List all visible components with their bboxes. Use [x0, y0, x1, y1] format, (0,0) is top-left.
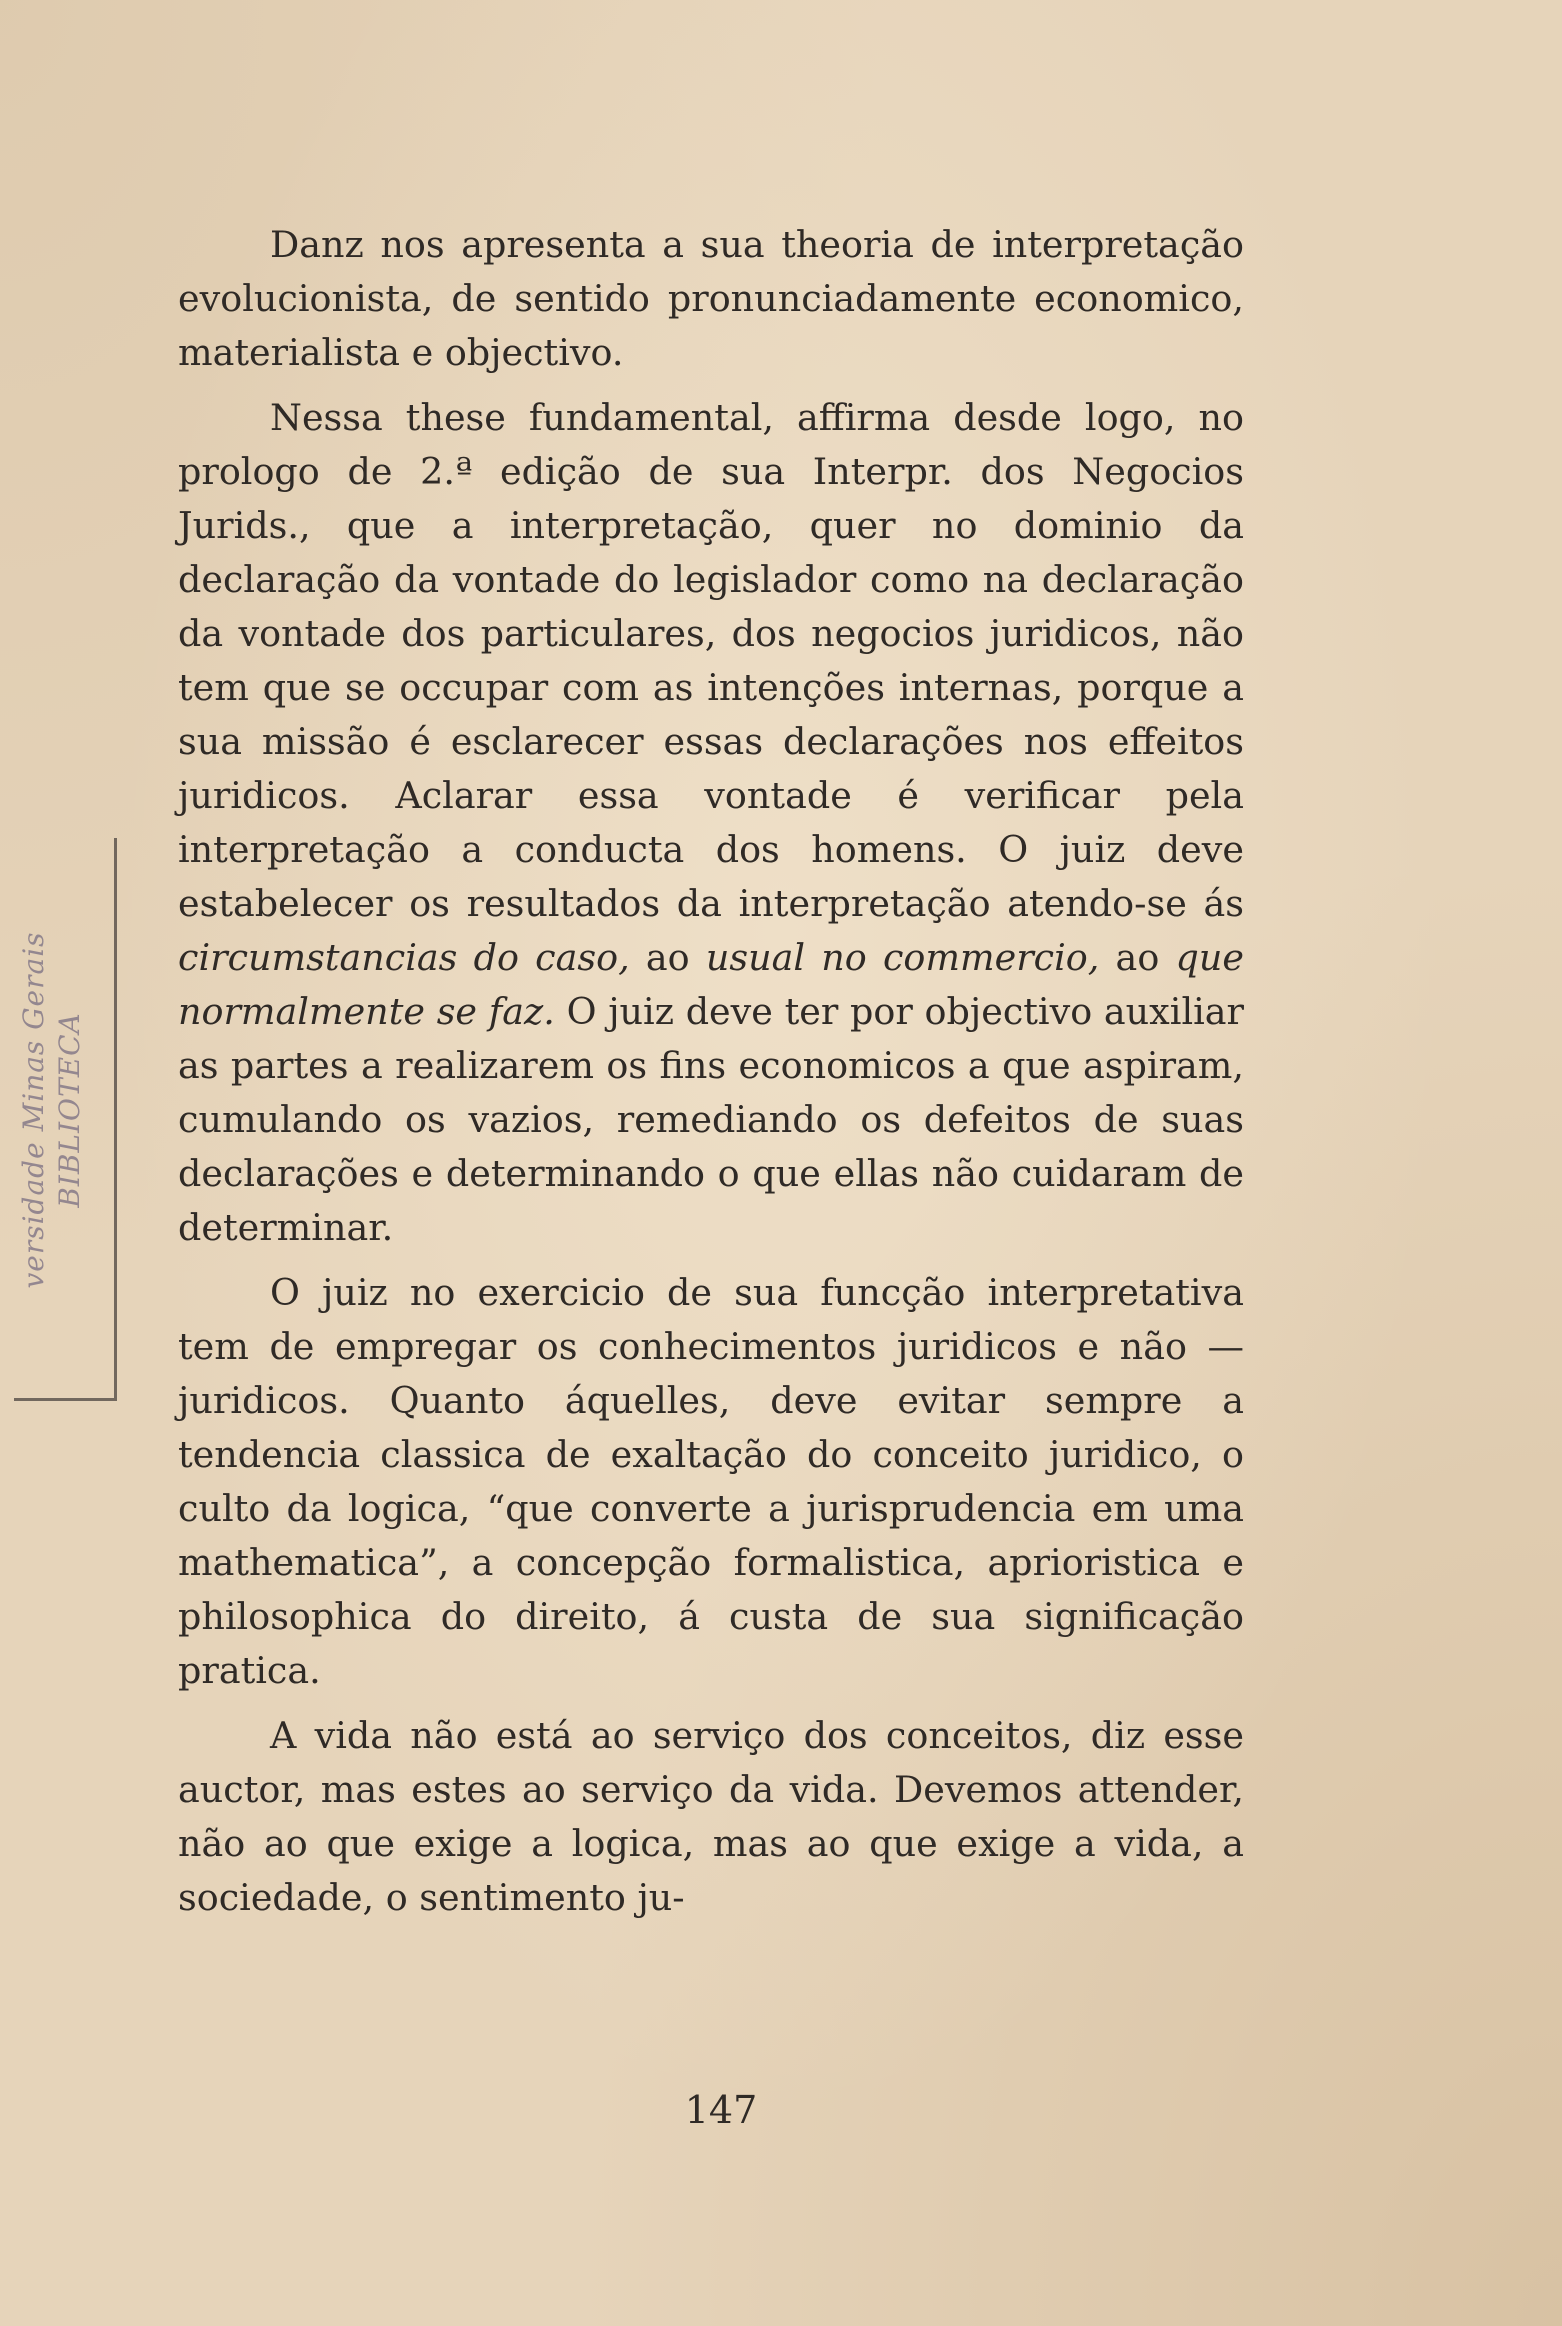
library-stamp-text: [16, 931, 88, 1288]
paragraph: [178, 1709, 1244, 1925]
paragraph: [178, 1266, 1244, 1698]
paragraph: [178, 391, 1244, 1255]
body-text: [178, 218, 1244, 1936]
stamp-line-university: versidade Minas Gerais: [17, 931, 50, 1289]
paragraph-text: ao: [629, 936, 706, 979]
paragraph-text: A vida não está ao serviço dos conceitos, diz esse auctor, mas estes ao serviço da vida. Devemos attender, não ao que exige a logica, mas ao que exige a vida, a sociedade, o sentimento ju-: [178, 1714, 1244, 1919]
stamp-line-library: BIBLIOTECA: [53, 1012, 86, 1208]
paragraph-text: ao: [1099, 936, 1176, 979]
paragraph-text: O juiz no exercicio de sua funcção interpretativa tem de empregar os conhecimentos juridicos e não — juridicos. Quanto áquelles, deve evitar sempre a tendencia classica de exaltação do conceito juridico, o culto da logica, “que converte a jurisprudencia em uma mathematica”, a concepção formalistica, aprioristica e philosophica do direito, á custa de sua significação pratica.: [178, 1271, 1244, 1692]
paragraph-text: Danz nos apresenta a sua theoria de interpretação evolucionista, de sentido pronunciadamente economico, materialista e objectivo.: [178, 223, 1244, 374]
page-number: 147: [684, 2088, 758, 2132]
paragraph-text: O juiz deve ter por objectivo auxiliar as partes a realizarem os fins economicos a que aspiram, cumulando os vazios, remediando os defeitos de suas declarações e determinando o que ellas não cuidaram de determinar.: [178, 990, 1245, 1249]
italic-phrase: que normalmente se faz.: [178, 936, 1244, 1033]
paragraph-text: Nessa these fundamental, affirma desde logo, no prologo de 2.ª edição de sua Interpr. dos Negocios Jurids., que a interpretação, quer no dominio da declaração da vontade do legislador como na declaração da vontade dos particulares, dos negocios juridicos, não tem que se occupar com as intenções internas, porque a sua missão é esclarecer essas declarações nos effeitos juridicos. Aclarar essa vontade é verificar pela interpretação a conducta dos homens. O juiz deve estabelecer os resultados da interpretação atendo-se ás: [178, 396, 1244, 925]
italic-phrase: usual no commercio,: [705, 936, 1100, 979]
paragraph: [178, 218, 1244, 380]
italic-phrase: circumstancias do caso,: [178, 936, 630, 979]
